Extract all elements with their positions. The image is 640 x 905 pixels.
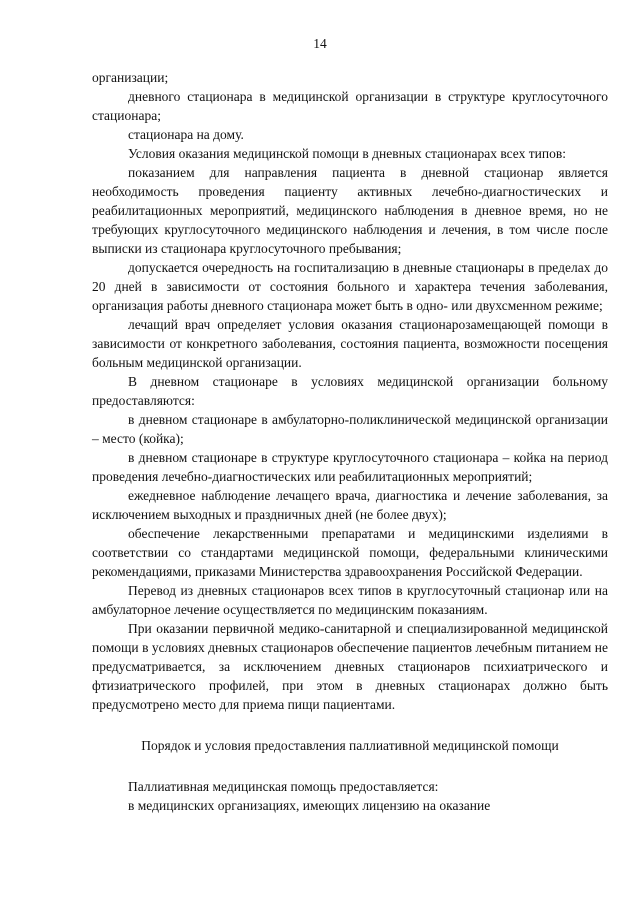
paragraph: в медицинских организациях, имеющих лицензию на оказание xyxy=(128,798,491,813)
document-body xyxy=(92,68,608,815)
paragraph: стационара на дому. xyxy=(128,127,244,142)
section-heading: Порядок и условия предоставления паллиативной медицинской помощи xyxy=(141,738,559,753)
paragraph: В дневном стационаре в условиях медицинской организации больному предоставляются: xyxy=(92,374,608,408)
paragraph: ежедневное наблюдение лечащего врача, диагностика и лечение заболевания, за исключением выходных и праздничных дней (не более двух); xyxy=(92,488,608,522)
paragraph: лечащий врач определяет условия оказания стационарозамещающей помощи в зависимости от конкретного заболевания, состояния пациента, возможности посещения больным медицинской организации. xyxy=(92,317,608,370)
paragraph: обеспечение лекарственными препаратами и медицинскими изделиями в соответствии со стандартами медицинской помощи, федеральными клиническими рекомендациями, приказами Министерства здравоохранения Российской Федерации. xyxy=(92,526,608,579)
paragraph: Паллиативная медицинская помощь предоставляется: xyxy=(128,779,439,794)
paragraph: допускается очередность на госпитализацию в дневные стационары в пределах до 20 дней в зависимости от состояния больного и характера течения заболевания, организация работы дневного стационара может быть в одно- или двухсменном режиме; xyxy=(92,260,608,313)
paragraph: в дневном стационаре в амбулаторно-поликлинической медицинской организации – место (койка); xyxy=(92,412,608,446)
paragraph: дневного стационара в медицинской организации в структуре круглосуточного стационара; xyxy=(92,89,608,123)
paragraph: При оказании первичной медико-санитарной и специализированной медицинской помощи в условиях дневных стационаров обеспечение пациентов лечебным питанием не предусматривается, за исключением дневных стационаров психиатрического и фтизиатрического профилей, при этом в дневных стационарах должно быть предусмотрено место для приема пищи пациентами. xyxy=(92,621,608,712)
paragraph: в дневном стационаре в структуре круглосуточного стационара – койка на период проведения лечебно-диагностических или реабилитационных мероприятий; xyxy=(92,450,608,484)
page-number: 14 xyxy=(313,36,327,51)
paragraph: организации; xyxy=(92,70,169,85)
paragraph: показанием для направления пациента в дневной стационар является необходимость проведения пациенту активных лечебно-диагностических и реабилитационных мероприятий, медицинского наблюдения в дневное время, но не требующих круглосуточного медицинского наблюдения и лечения, в том числе после выписки из стационара круглосуточного пребывания; xyxy=(92,165,608,256)
paragraph: Условия оказания медицинской помощи в дневных стационарах всех типов: xyxy=(128,146,566,161)
paragraph: Перевод из дневных стационаров всех типов в круглосуточный стационар или на амбулаторное лечение осуществляется по медицинским показаниям. xyxy=(92,583,608,617)
